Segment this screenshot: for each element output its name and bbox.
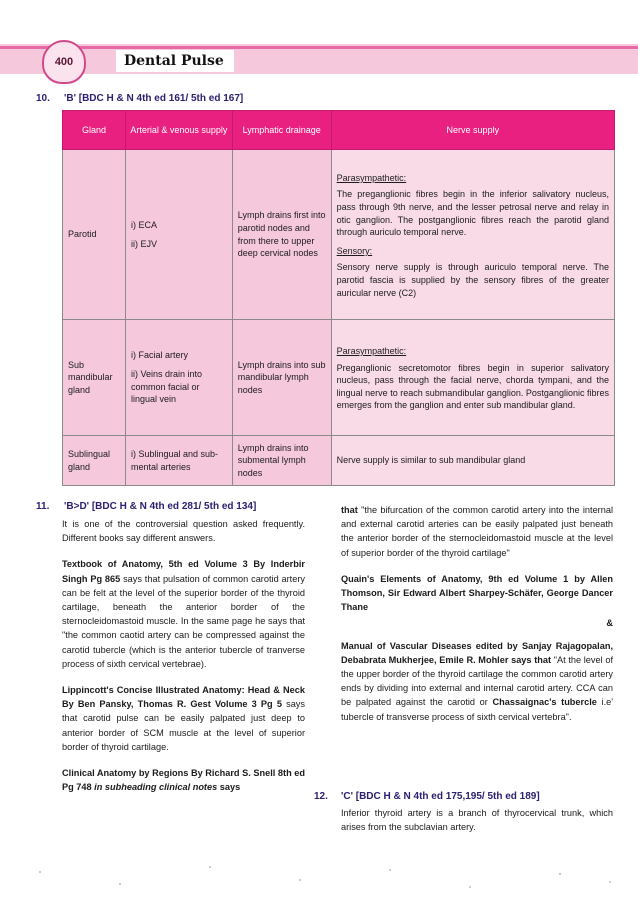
salivary-gland-table: [62, 110, 615, 486]
nerve-text: Preganglionic secretomotor fibres begin in superior salivatory nucleus, pass through the facial nerve, chorda tympani, and the lingual nerve to reach submandibular ganglion. Postganglionic fibres emerges from the ganglion and enter sub mandibular gland.: [336, 362, 609, 411]
cell-gland: Sub mandibular gland: [63, 320, 126, 436]
cell-nerve: [331, 150, 614, 320]
left-column: [62, 517, 305, 806]
book-reference: Textbook of Anatomy, 5th ed Volume 3 By Inderbir Singh Pg 865: [62, 559, 305, 584]
arterial-item: ii) Veins drain into common facial or lingual vein: [130, 368, 203, 405]
cell-gland: Parotid: [63, 150, 126, 320]
q12-number: 12.: [314, 791, 328, 802]
arterial-item: ii) EJV: [130, 238, 157, 249]
header-nerve: Nerve supply: [331, 111, 614, 150]
cell-lymph: Lymph drains into sub mandibular lymph nodes: [232, 320, 331, 436]
journal-title: Dental Pulse: [116, 50, 234, 72]
table-row: [63, 436, 615, 486]
right-column: [341, 503, 613, 736]
tubercle-name: Chassaignac's tubercle: [492, 697, 597, 708]
header-gland: Gland: [63, 111, 126, 150]
book-reference: Lippincott's Concise Illustrated Anatomy: Head & Neck By Ben Pansky, Thomas R. Gest Volume 3 Pg 5: [62, 685, 305, 710]
book-reference: Quain's Elements of Anatomy, 9th ed Volume 1 by Allen Thomson, Sir Edward Albert Sharpey-Schäfer, George Dancer Thane: [341, 573, 613, 613]
paragraph: [341, 572, 613, 615]
cell-gland: Sublingual gland: [63, 436, 126, 486]
ampersand: &: [606, 618, 613, 629]
nerve-subheading: Sensory:: [336, 245, 373, 256]
header-arterial: Arterial & venous supply: [125, 111, 232, 150]
book-reference: Manual of Vascular Diseases edited by Sanjay Rajagopalan, Debabrata Mukherjee, Emile R. Mohler says that: [341, 640, 613, 665]
header-lymphatic: Lymphatic drainage: [232, 111, 331, 150]
q10-title: 'B' [BDC H & N 4th ed 161/ 5th ed 167]: [64, 93, 244, 104]
q11-intro: It is one of the controversial question asked frequently. Different books say different answers.: [62, 519, 305, 544]
quote-text: "the bifurcation of the common carotid artery into the internal and external carotid arteries can be easily palpated just beneath the anterior border of the sternocleidomastoid muscle at the level of superior border of the thyroid cartilage": [341, 505, 613, 558]
quote-text: i.e' tubercle of transverse process of sixth cervical vertebra".: [341, 697, 613, 722]
cell-nerve: Nerve supply is similar to sub mandibular gland: [331, 436, 614, 486]
cell-lymph: Lymph drains first into parotid nodes and from there to upper deep cervical nodes: [232, 150, 331, 320]
arterial-item: i) ECA: [130, 219, 157, 230]
paragraph: [341, 639, 613, 724]
bottom-speckle-decoration: [0, 852, 638, 902]
paragraph-text: says that pulsation of common carotid artery can be felt at the level of the superior border of the thyroid cartilage, beneath the anterior border of the sternocleidomastoid muscle. In the same page he says that "the common caotid artery can be compressed against the carotid tubercle (which is the anterior tubercle of tranverse process of sixth cervical vertebrae).: [62, 573, 305, 669]
page-header: [0, 0, 638, 90]
book-reference: Clinical Anatomy by Regions By Richard S. Snell 8th ed Pg 748: [62, 768, 305, 793]
paragraph-text: says that carotid pulse can be easily palpated just deep to anterior border of SCM muscle at the level of superior border of thyroid cartilage.: [62, 699, 305, 752]
nerve-text: The preganglionic fibres begin in the inferior salivatory nucleus, pass through 9th nerve, and the lesser petrosal nerve and relay in otic ganglion. The postganglionic fibres reach the parotid gland through auriculo temporal nerve.: [336, 189, 609, 238]
paragraph: [341, 503, 613, 560]
q12-text: Inferior thyroid artery is a branch of thyrocervical trunk, which arises from the subclavian artery.: [341, 808, 613, 833]
q12-title: 'C' [BDC H & N 4th ed 175,195/ 5th ed 189]: [341, 791, 540, 802]
q11-title: 'B>D' [BDC H & N 4th ed 281/ 5th ed 134]: [64, 501, 257, 512]
q11-number: 11.: [36, 501, 50, 512]
paragraph-text: says: [217, 782, 241, 793]
cell-arterial: i) Sublingual and sub- mental arteries: [125, 436, 232, 486]
nerve-subheading: Parasympathetic:: [336, 172, 407, 183]
quote-text: "At the level of the upper border of the thyroid cartilage the common carotid artery ends by dividing into external and internal carotid artery. CCA can be palpated against the carotid or: [341, 654, 613, 708]
nerve-subheading: Parasympathetic:: [336, 346, 407, 357]
cell-arterial: [125, 320, 232, 436]
table-row: [63, 150, 615, 320]
q10-number: 10.: [36, 93, 50, 104]
paragraph: [62, 683, 305, 754]
paragraph: [62, 557, 305, 671]
cell-arterial: [125, 150, 232, 320]
nerve-text: Sensory nerve supply is through auriculo temporal nerve. The parotid fascia is supplied by the sensory fibres of the greater auricular nerve (C2): [336, 262, 609, 298]
table-row: [63, 320, 615, 436]
table-header-row: [63, 111, 615, 150]
paragraph: [62, 766, 305, 794]
subheading-note: in subheading clinical notes: [91, 782, 218, 793]
header-rule: [0, 46, 638, 49]
paragraph-text: that: [341, 505, 358, 515]
arterial-item: i) Facial artery: [130, 350, 188, 361]
cell-nerve: [331, 320, 614, 436]
page-number-badge: 400: [42, 40, 86, 84]
cell-lymph: Lymph drains into submental lymph nodes: [232, 436, 331, 486]
